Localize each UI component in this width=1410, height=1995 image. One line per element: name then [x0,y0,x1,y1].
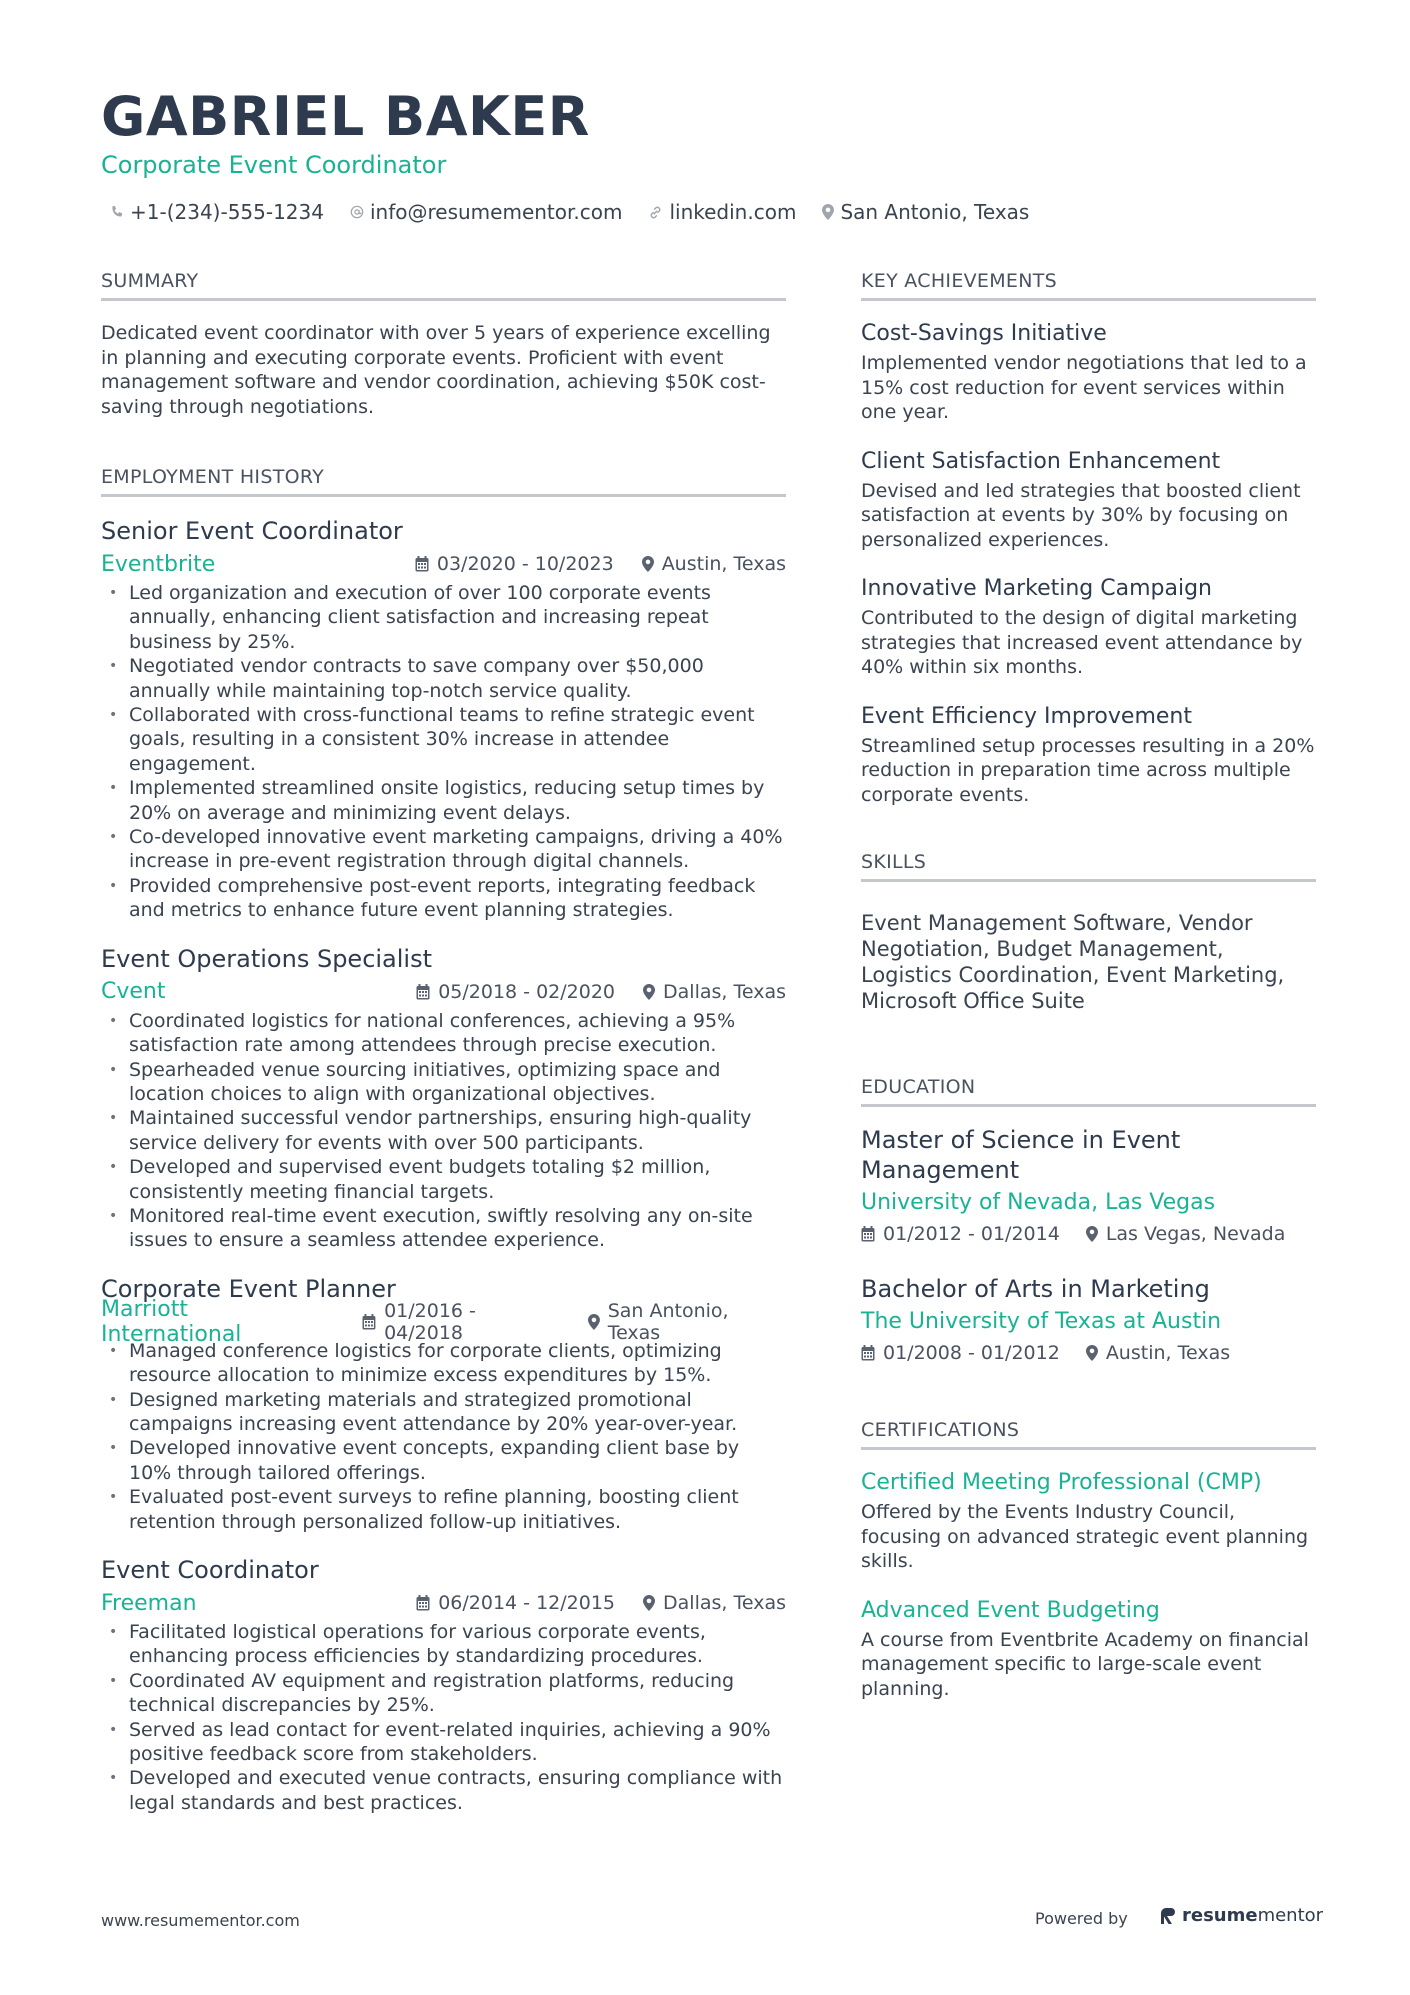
location-text: San Antonio, Texas [840,200,1030,224]
at-icon [350,205,364,219]
job-title: Event Operations Specialist [101,944,433,973]
brand-light: mentor [1257,1905,1324,1926]
bullet-item: • Managed conference logistics for corporate clients, optimizing resource allocation to minimize excess expenditures by 15%. [101,1339,786,1388]
location-pin-icon [643,1595,655,1611]
bullet-item: • Facilitated logistical operations for various corporate events, enhancing process efficiencies by standardizing procedures. [101,1620,786,1669]
education-location: Las Vegas, Nevada [1086,1220,1286,1248]
certification-item [861,1596,1316,1702]
achievement-desc: Implemented vendor negotiations that led to a 15% cost reduction for event services within one year. [861,352,1307,423]
bullet-item: • Implemented streamlined onsite logistics, reducing setup times by 20% on average and minimizing event delays. [101,776,786,825]
bullet-item: • Maintained successful vendor partnerships, ensuring high-quality service delivery for events with over 500 participants. [101,1106,786,1155]
skills-heading: SKILLS [861,849,1316,882]
education-heading: EDUCATION [861,1074,1316,1107]
job-entry [101,943,786,1253]
job-bullets [101,1339,786,1534]
location-pin-icon [822,204,834,220]
email-text: info@resumementor.com [369,200,623,224]
linkedin-text: linkedin.com [669,200,797,224]
calendar-icon [416,984,430,1000]
achievements-heading: KEY ACHIEVEMENTS [861,268,1316,301]
achievement-item [861,447,1316,553]
job-entry [101,1273,786,1534]
job-bullets [101,581,786,923]
education-dates: 01/2012 - 01/2014 [861,1220,1060,1248]
job-location: Austin, Texas [642,553,786,575]
location-pin-icon [642,556,654,572]
bullet-item: • Developed and executed venue contracts, ensuring compliance with legal standards and best practices. [101,1766,786,1815]
calendar-icon [362,1314,376,1330]
location-pin-icon [1086,1345,1098,1361]
job-entry [101,515,786,923]
skills-text: Event Management Software, Vendor Negotiation, Budget Management, Logistics Coordination, Event Marketing, Microsoft Office Suite [861,911,1285,1013]
job-meta [101,1296,786,1347]
contact-linkedin[interactable] [648,199,796,225]
summary-text: Dedicated event coordinator with over 5 years of experience excelling in planning and executing corporate events. Proficient with event management software and vendor coordination, achieving $50K cost-saving through negotiations. [101,322,771,418]
bullet-item: • Designed marketing materials and strategized promotional campaigns increasing event attendance by 20% year-over-year. [101,1388,786,1437]
bullet-item: • Coordinated AV equipment and registration platforms, reducing technical discrepancies by 25%. [101,1669,786,1718]
location-pin-icon [1086,1226,1098,1242]
bullet-item: • Evaluated post-event surveys to refine planning, boosting client retention through personalized follow-up initiatives. [101,1485,786,1534]
job-title: Corporate Event Planner [101,1274,396,1303]
phone-icon [110,205,124,219]
contact-location [822,199,1029,225]
certification-desc: Offered by the Events Industry Council, focusing on advanced strategic event planning skills. [861,1501,1309,1572]
bullet-item: • Collaborated with cross-functional teams to refine strategic event goals, resulting in a consistent 30% increase in attendee engagement. [101,703,786,776]
footer-powered-by: Powered by [1035,1909,1128,1928]
certification-title: Advanced Event Budgeting [861,1597,1160,1623]
candidate-role: Corporate Event Coordinator [101,151,447,179]
bullet-item: • Developed innovative event concepts, expanding client base by 10% through tailored offerings. [101,1436,786,1485]
job-dates: 03/2020 - 10/2023 [415,553,614,575]
achievement-item [861,702,1316,808]
resumementor-logo-icon [1160,1907,1176,1925]
company-name: Cvent [101,979,166,1005]
calendar-icon [861,1226,875,1242]
school-name: The University of Texas at Austin [861,1309,1222,1334]
certification-title: Certified Meeting Professional (CMP) [861,1470,1262,1495]
achievement-title: Event Efficiency Improvement [861,703,1192,729]
contact-email[interactable] [350,199,622,225]
achievement-desc: Devised and led strategies that boosted client satisfaction at events by 30% by focusing on personalized experiences. [861,479,1301,551]
job-title: Event Coordinator [101,1556,319,1584]
left-column [101,268,786,1815]
brand-bold: resume [1182,1905,1258,1926]
phone-text: +1-(234)-555-1234 [130,200,324,224]
right-column [861,268,1316,1701]
bullet-item: • Co-developed innovative event marketing campaigns, driving a 40% increase in pre-event registration through digital channels. [101,825,786,874]
achievement-item [861,319,1316,425]
achievement-title: Cost-Savings Initiative [861,321,1107,346]
employment-heading: EMPLOYMENT HISTORY [101,464,786,497]
job-dates: 01/2016 - 04/2018 [362,1300,560,1344]
achievement-desc: Streamlined setup processes resulting in a 20% reduction in preparation time across multiple corporate events. [861,734,1315,806]
calendar-icon [415,556,429,572]
calendar-icon [861,1345,875,1361]
job-title: Senior Event Coordinator [101,517,403,545]
achievement-desc: Contributed to the design of digital marketing strategies that increased event attendance by 40% within six months. [861,607,1303,678]
job-bullets [101,1620,786,1815]
contact-phone[interactable] [110,199,324,225]
location-pin-icon [588,1314,600,1330]
job-entry [101,1554,786,1815]
job-location: Dallas, Texas [643,981,786,1003]
job-location: San Antonio, Texas [588,1300,786,1344]
education-meta [861,1220,1316,1248]
education-item [861,1274,1316,1367]
education-location: Austin, Texas [1086,1339,1230,1367]
candidate-name: GABRIEL BAKER [101,85,590,148]
education-meta [861,1339,1316,1367]
achievement-title: Client Satisfaction Enhancement [861,448,1221,474]
job-meta [101,549,786,579]
location-pin-icon [643,984,655,1000]
calendar-icon [416,1595,430,1611]
bullet-item: • Served as lead contact for event-related inquiries, achieving a 90% positive feedback score from stakeholders. [101,1718,786,1767]
link-icon [648,205,663,220]
degree-title: Master of Science in Event Management [861,1126,1181,1184]
certification-item [861,1468,1316,1574]
certification-desc: A course from Eventbrite Academy on financial management specific to large-scale event planning. [861,1628,1309,1700]
degree-title: Bachelor of Arts in Marketing [861,1275,1210,1303]
achievement-item [861,574,1316,680]
bullet-item: • Monitored real-time event execution, swiftly resolving any on-site issues to ensure a seamless attendee experience. [101,1204,786,1253]
bullet-item: • Negotiated vendor contracts to save company over $50,000 annually while maintaining top-notch service quality. [101,654,786,703]
resumementor-logo[interactable] [1160,1905,1323,1926]
achievement-title: Innovative Marketing Campaign [861,576,1213,601]
bullet-item: • Led organization and execution of over 100 corporate events annually, enhancing client satisfaction and increasing repeat business by 25%. [101,581,786,654]
contact-bar [110,199,1055,225]
job-meta [101,1588,786,1618]
bullet-item: • Developed and supervised event budgets totaling $2 million, consistently meeting financial targets. [101,1155,786,1204]
bullet-item: • Coordinated logistics for national conferences, achieving a 95% satisfaction rate among attendees through precise execution. [101,1009,786,1058]
job-dates: 06/2014 - 12/2015 [416,1592,615,1614]
job-bullets [101,1009,786,1253]
footer-website-link[interactable]: www.resumementor.com [101,1911,300,1930]
bullet-item: • Spearheaded venue sourcing initiatives, optimizing space and location choices to align with organizational objectives. [101,1058,786,1107]
certifications-heading: CERTIFICATIONS [861,1417,1316,1450]
job-dates: 05/2018 - 02/2020 [416,981,615,1003]
summary-heading: SUMMARY [101,268,786,301]
company-name: Freeman [101,1590,197,1616]
company-name: Eventbrite [101,551,216,577]
education-item [861,1125,1316,1248]
job-meta [101,977,786,1007]
education-dates: 01/2008 - 01/2012 [861,1339,1060,1367]
school-name: University of Nevada, Las Vegas [861,1190,1216,1215]
bullet-item: • Provided comprehensive post-event reports, integrating feedback and metrics to enhance future event planning strategies. [101,874,786,923]
job-location: Dallas, Texas [643,1592,786,1614]
company-name: Marriott International [101,1296,242,1347]
